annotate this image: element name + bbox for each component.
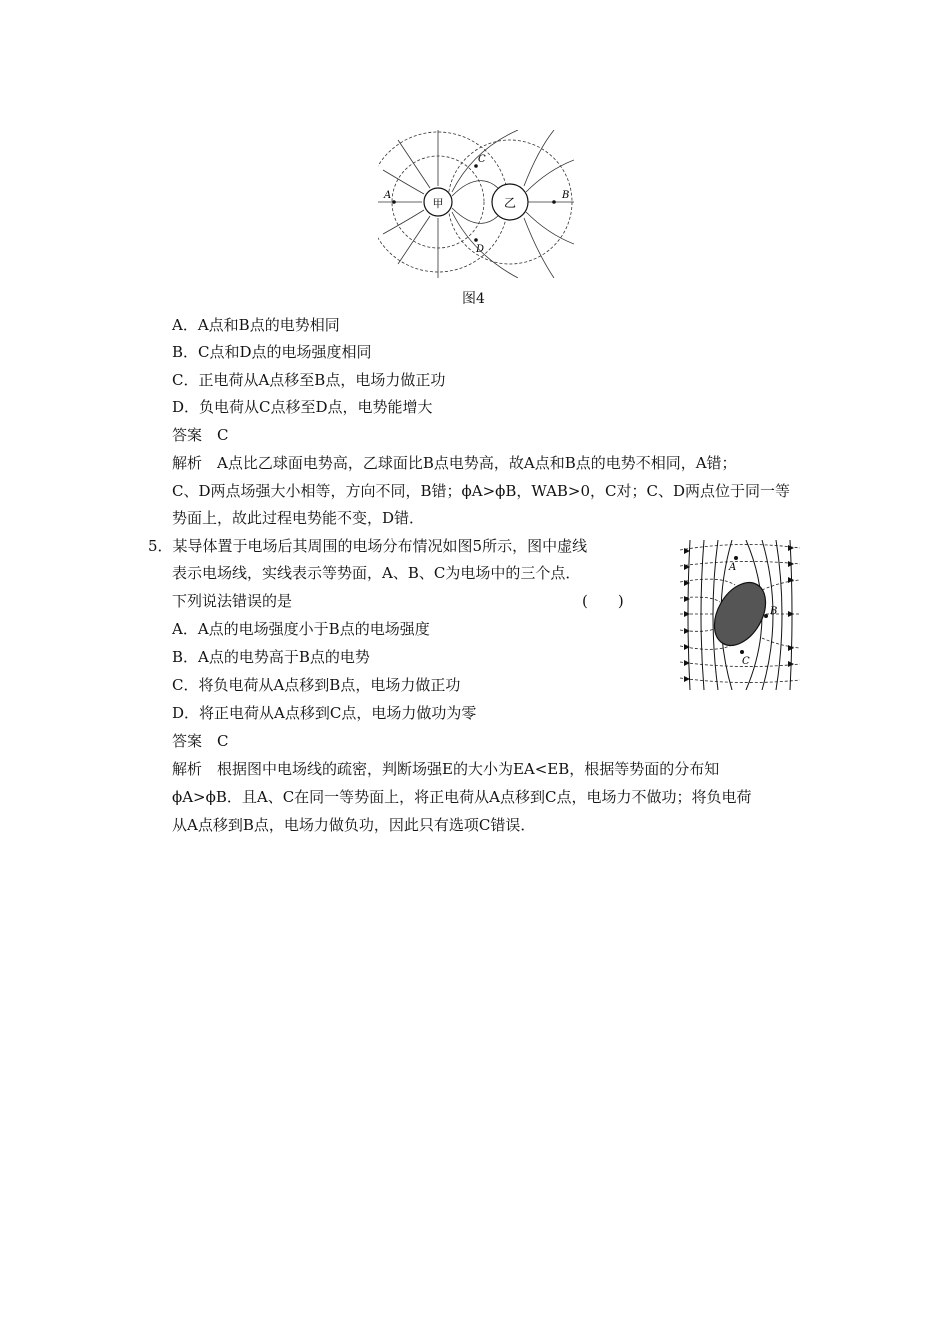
q4-analysis-line-3: 势面上，故此过程电势能不变，D错．: [172, 509, 425, 527]
q5-stem-line-2: 表示电场线，实线表示等势面，A、B、C为电场中的三个点．: [172, 564, 581, 582]
q5-answer-bracket: ( ): [582, 592, 624, 610]
q4-option-d: D．负电荷从C点移至D点，电势能增大: [172, 398, 433, 416]
label-point-b: B: [562, 190, 570, 201]
q5-analysis-line-1: 解析 根据图中电场线的疏密，判断场强E的大小为EA<EB，根据等势面的分布知: [172, 760, 720, 778]
q5-option-c: C．将负电荷从A点移到B点，电场力做正功: [172, 676, 461, 694]
label-jia: 甲: [432, 197, 444, 210]
fig5-label-b: B: [770, 606, 778, 617]
q5-option-a: A．A点的电场强度小于B点的电场强度: [172, 620, 430, 638]
q5-option-b: B．A点的电势高于B点的电势: [172, 648, 370, 666]
q4-option-b: B．C点和D点的电场强度相同: [172, 343, 372, 361]
q5-analysis-line-3: 从A点移到B点，电场力做负功，因此只有选项C错误．: [172, 816, 536, 834]
fig5-label-a: A: [729, 562, 737, 573]
q4-option-c: C．正电荷从A点移至B点，电场力做正功: [172, 371, 446, 389]
q4-analysis-line-2: C、D两点场强大小相等，方向不同，B错；ϕA>ϕB，WAB>0，C对；C、D两点位于同一等: [172, 482, 791, 500]
fig5-label-c: C: [742, 656, 750, 667]
label-point-a: A: [384, 190, 392, 201]
q5-option-d: D．将正电荷从A点移到C点，电场力做功为零: [172, 704, 477, 722]
q4-answer: 答案 C: [172, 426, 229, 444]
figure-4-field-diagram: [378, 130, 574, 278]
conductor-body: [704, 574, 776, 655]
q4-option-a: A．A点和B点的电势相同: [172, 316, 340, 334]
label-point-c: C: [478, 154, 486, 165]
label-point-d: D: [476, 244, 485, 255]
figure-4-caption: 图4: [462, 291, 485, 307]
q5-stem-line-3: 下列说法错误的是: [172, 592, 293, 610]
q5-answer: 答案 C: [172, 732, 229, 750]
q5-analysis-line-2: ϕA>ϕB．且A、C在同一等势面上，将正电荷从A点移到C点，电场力不做功；将负电荷: [172, 788, 752, 806]
figure-5-conductor-field-diagram: [680, 540, 800, 690]
label-yi: 乙: [503, 196, 517, 210]
q5-stem-line-1: 5．某导体置于电场后其周围的电场分布情况如图5所示，图中虚线: [148, 537, 588, 555]
q4-analysis-line-1: 解析 A点比乙球面电势高，乙球面比B点电势高，故A点和B点的电势不相同，A错；: [172, 454, 737, 472]
